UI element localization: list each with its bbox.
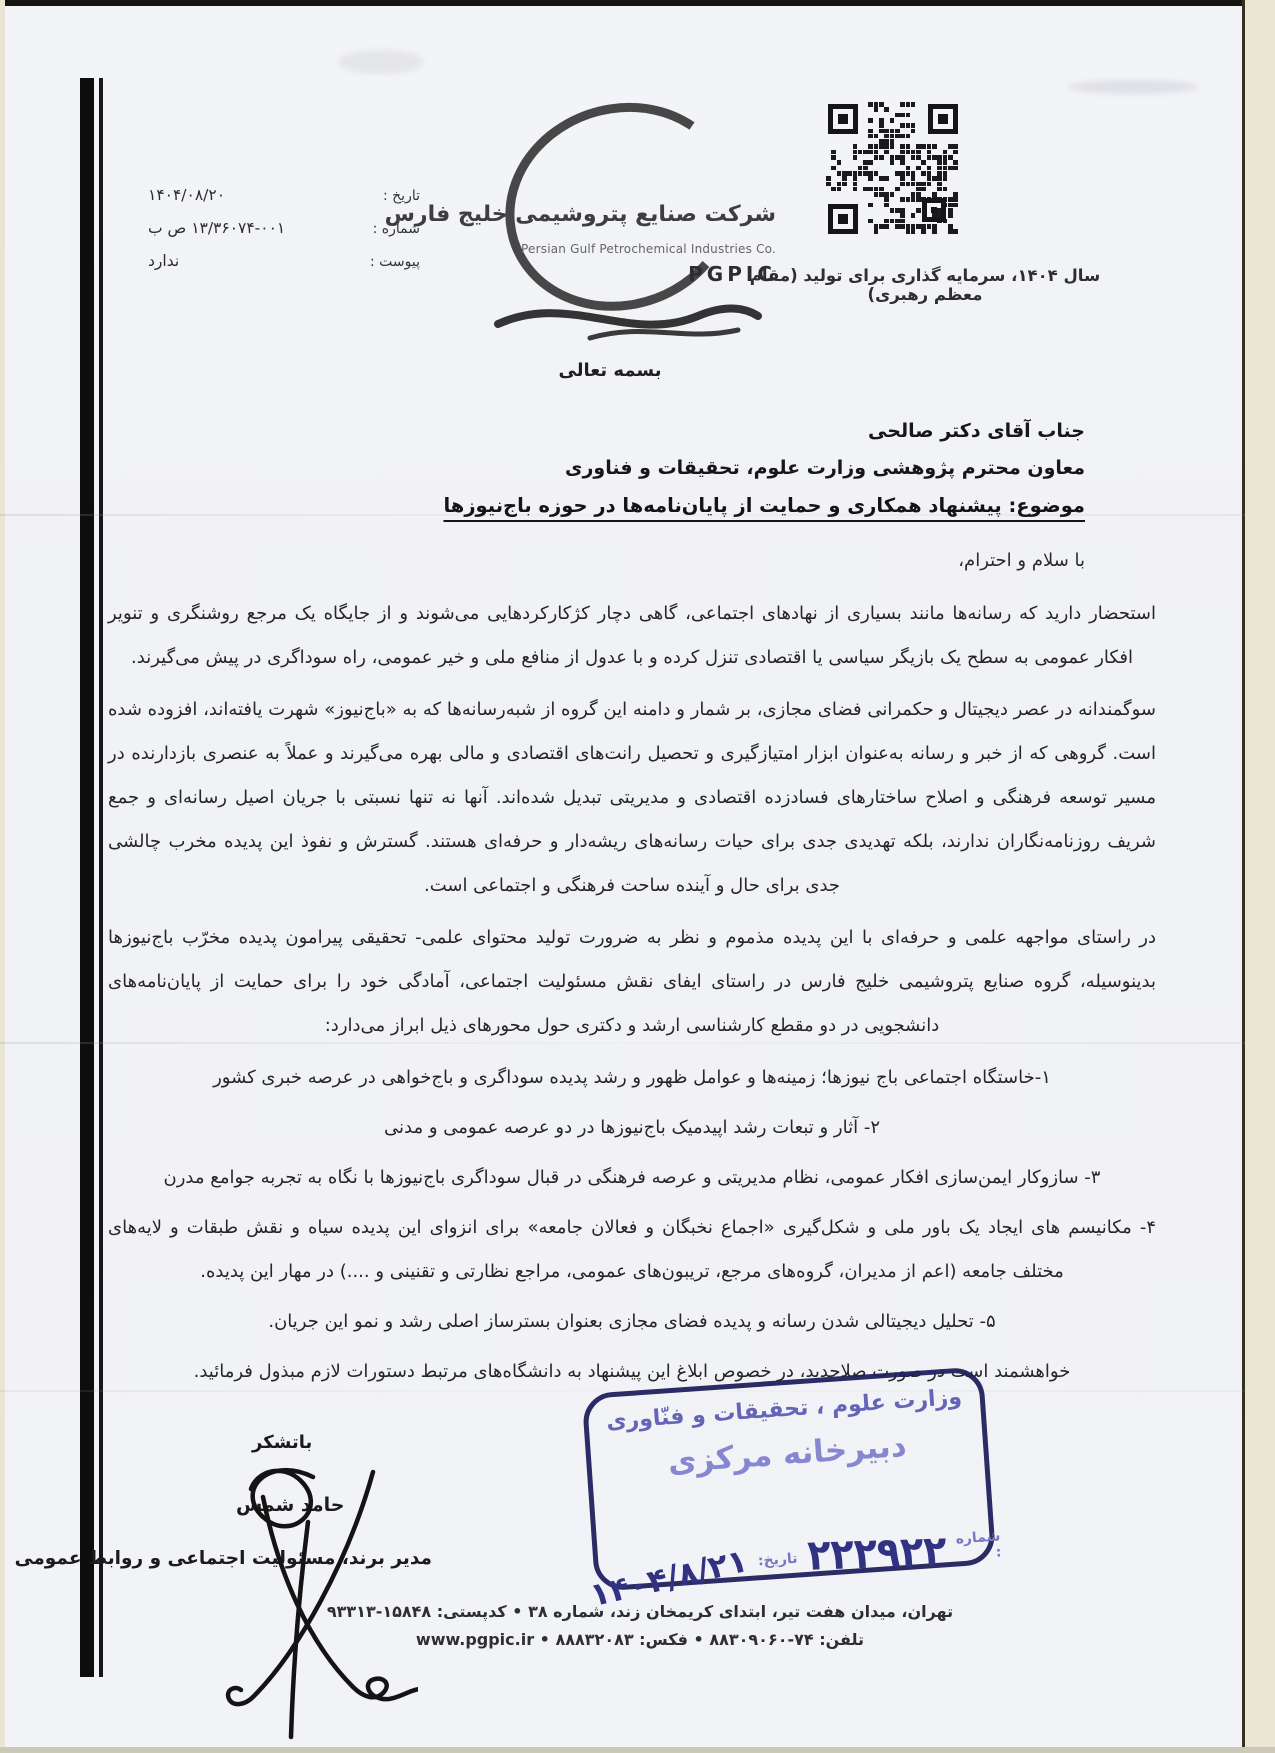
list-item-5: ۵- تحلیل دیجیتالی شدن رسانه و پدیده فضای مجازی بعنوان بسترساز اصلی رشد و نمو این جریان.	[268, 1311, 996, 1332]
meta-number-row	[148, 219, 420, 237]
scan-edge-bottom	[0, 1747, 1275, 1753]
recipient-name: جناب آقای دکتر صالحی	[868, 420, 1085, 442]
scan-edge-left	[0, 0, 5, 1753]
stamp-number-value: ۲۲۲۹۲۲	[806, 1526, 948, 1580]
body-paragraph-2: سوگمندانه در عصر دیجیتال و حکمرانی فضای مجازی، بر شمار و دامنه این گروه از شبه‌رسانه‌ها که به «باج‌نیوز» شهرت یافته‌اند، افزوده شده است. گروهی که از خبر و رسانه به‌عنوان ابزار امتیازگیری و تحصیل رانت‌های اقتصادی و مالی بهره می‌گیرند و عملاً به عنصری بازدارنده در مسیر توسعه فرهنگی و اصلاح ساختارهای فسادزده اقتصادی و مدیریتی تبدیل شده‌اند. آنها نه تنها نسبتی با جریان اصیل رسانه‌ای و جمع شریف روزنامه‌نگاران ندارند، بلکه تهدیدی جدی برای حیات رسانه‌های ریشه‌دار و حرفه‌ای هستند. گسترش و نفوذ این پدیده مخرب چالشی جدی برای حال و آینده ساحت فرهنگی و اجتماعی است.	[108, 699, 1156, 896]
logo-company-name-fa: شرکت صنایع پتروشیمی خلیج فارس	[384, 202, 776, 227]
meta-date-label: تاریخ :	[382, 188, 420, 204]
redaction-bar	[80, 78, 94, 1677]
year-slogan: سال ۱۴۰۴، سرمایه گذاری برای تولید (مقام معظم رهبری)	[749, 266, 1101, 304]
stamp-number-date-row	[586, 1523, 1002, 1615]
recipient-block	[565, 420, 1085, 479]
meta-date-row	[148, 186, 420, 204]
list-item-2: ۲- آثار و تبعات رشد اپیدمیک باج‌نیوزها در دو عرصه عمومی و مدنی	[384, 1117, 880, 1138]
qr-finder-bottom-left	[828, 204, 858, 234]
recipient-title: معاون محترم پژوهشی وزارت علوم، تحقیقات و فناوری	[565, 457, 1085, 479]
handwritten-signature	[158, 1452, 418, 1742]
meta-attachment-value: ندارد	[148, 252, 180, 270]
stamp-date-value: ۱۴۰۴/۸/۲۱	[586, 1541, 752, 1615]
signature-thanks: باتشکر	[252, 1432, 313, 1453]
scan-smudge	[338, 50, 424, 74]
subject-line: موضوع: پیشنهاد همکاری و حمایت از پایان‌نامه‌ها در حوزه باج‌نیوزها	[443, 494, 1085, 517]
besmellah: بسمه تعالی	[558, 360, 662, 381]
footer-contact-line: تلفن: ۷۴-۸۸۳۰۹۰۶۰ • فکس: ۸۸۸۳۲۰۸۳ • www.pgpic.ir	[415, 1630, 865, 1649]
scan-smudge	[1068, 80, 1198, 94]
meta-attachment-row	[148, 252, 420, 270]
ministry-stamp	[582, 1366, 1002, 1615]
meta-number-value: ۱۳/۳۶۰۷۴-۰۰۱ ص ب	[148, 219, 286, 237]
letter-meta-block	[148, 186, 420, 285]
footer-address-line: تهران، میدان هفت تیر، ابتدای کریمخان زند، شماره ۳۸ • کدپستی: ۱۵۸۴۸-۹۳۳۱۳	[326, 1602, 954, 1621]
qr-alignment-mark	[922, 198, 946, 222]
qr-finder-top-right	[928, 104, 958, 134]
meta-number-label: شماره :	[372, 221, 420, 237]
letterhead-footer	[318, 1598, 962, 1654]
stamp-date-label: تاریخ:	[757, 1550, 798, 1570]
meta-date-value: ۱۴۰۴/۰۸/۲۰	[148, 186, 226, 204]
scan-margin-right	[1242, 0, 1275, 1753]
logo-abbreviation: PGPIC	[688, 262, 776, 286]
qr-code	[826, 102, 960, 236]
scan-edge-top	[0, 0, 1275, 6]
list-item-1: ۱-خاستگاه اجتماعی باج نیوزها؛ زمینه‌ها و عوامل ظهور و رشد پدیده سوداگری و باج‌خواهی در عرصه خبری کشور	[213, 1067, 1051, 1088]
stamp-number-label: شماره :	[955, 1528, 1002, 1561]
redaction-bar-thin	[99, 78, 103, 1677]
list-item-3: ۳- سازوکار ایمن‌سازی افکار عمومی، نظام مدیریتی و عرصه فرهنگی در قبال سوداگری باج‌نیوزها با نگاه به تجربه جوامع مدرن	[163, 1167, 1101, 1188]
salutation: با سلام و احترام،	[958, 550, 1085, 571]
closing-line: خواهشمند است در صورت صلاحدید، در خصوص ابلاغ این پیشنهاد به دانشگاه‌های مرتبط دستورات لازم مبذول فرمائید.	[193, 1361, 1071, 1382]
stamp-ministry-name: وزارت علوم ، تحقیقات و فنّاوری	[605, 1384, 963, 1435]
qr-finder-top-left	[828, 104, 858, 134]
body-paragraph-1: استحضار دارید که رسانه‌ها مانند بسیاری از نهادهای اجتماعی، گاهی دچار کژکارکردهایی می‌شوند و از جایگاه یک مرجع روشنگری و تنویر افکار عمومی به سطح یک بازیگر سیاسی یا اقتصادی تنزل کرده و با عدول از منافع ملی و خیر عمومی، راه سوداگری در پیش می‌گیرند.	[108, 603, 1156, 668]
signature-title: مدیر برند، مسئولیت اجتماعی و روابط عمومی	[14, 1548, 432, 1569]
body-paragraph-3: در راستای مواجهه علمی و حرفه‌ای با این پدیده مذموم و نظر به ضرورت تولید محتوای علمی- تحقیقی پیرامون پدیده مخرّب باج‌نیوزها بدینوسیله، گروه صنایع پتروشیمی خلیج فارس در راستای ایفای نقش مسئولیت اجتماعی، آمادگی خود را برای حمایت از پایان‌نامه‌های دانشجویی در دو مقطع کارشناسی ارشد و دکتری حول محورهای ذیل ابراز می‌دارد:	[108, 927, 1156, 1036]
meta-attachment-label: پیوست :	[370, 254, 420, 270]
letter-body	[108, 592, 1156, 1400]
logo-company-name-en: Persian Gulf Petrochemical Industries Co.	[521, 242, 776, 256]
signature-name: حامد شمس	[236, 1494, 345, 1516]
list-item-4: ۴- مکانیسم های ایجاد یک باور ملی و شکل‌گیری «اجماع نخبگان و فعالان جامعه» برای انزوای این پدیده سیاه و نقش طبقات و لایه‌های مختلف جامعه (اعم از مدیران، گروه‌های مرجع، تریبون‌های عمومی، مراجع نظارتی و تقنینی و ....) در مهار این پدیده.	[108, 1217, 1156, 1282]
stamp-secretariat: دبیرخانه مرکزی	[666, 1427, 908, 1481]
